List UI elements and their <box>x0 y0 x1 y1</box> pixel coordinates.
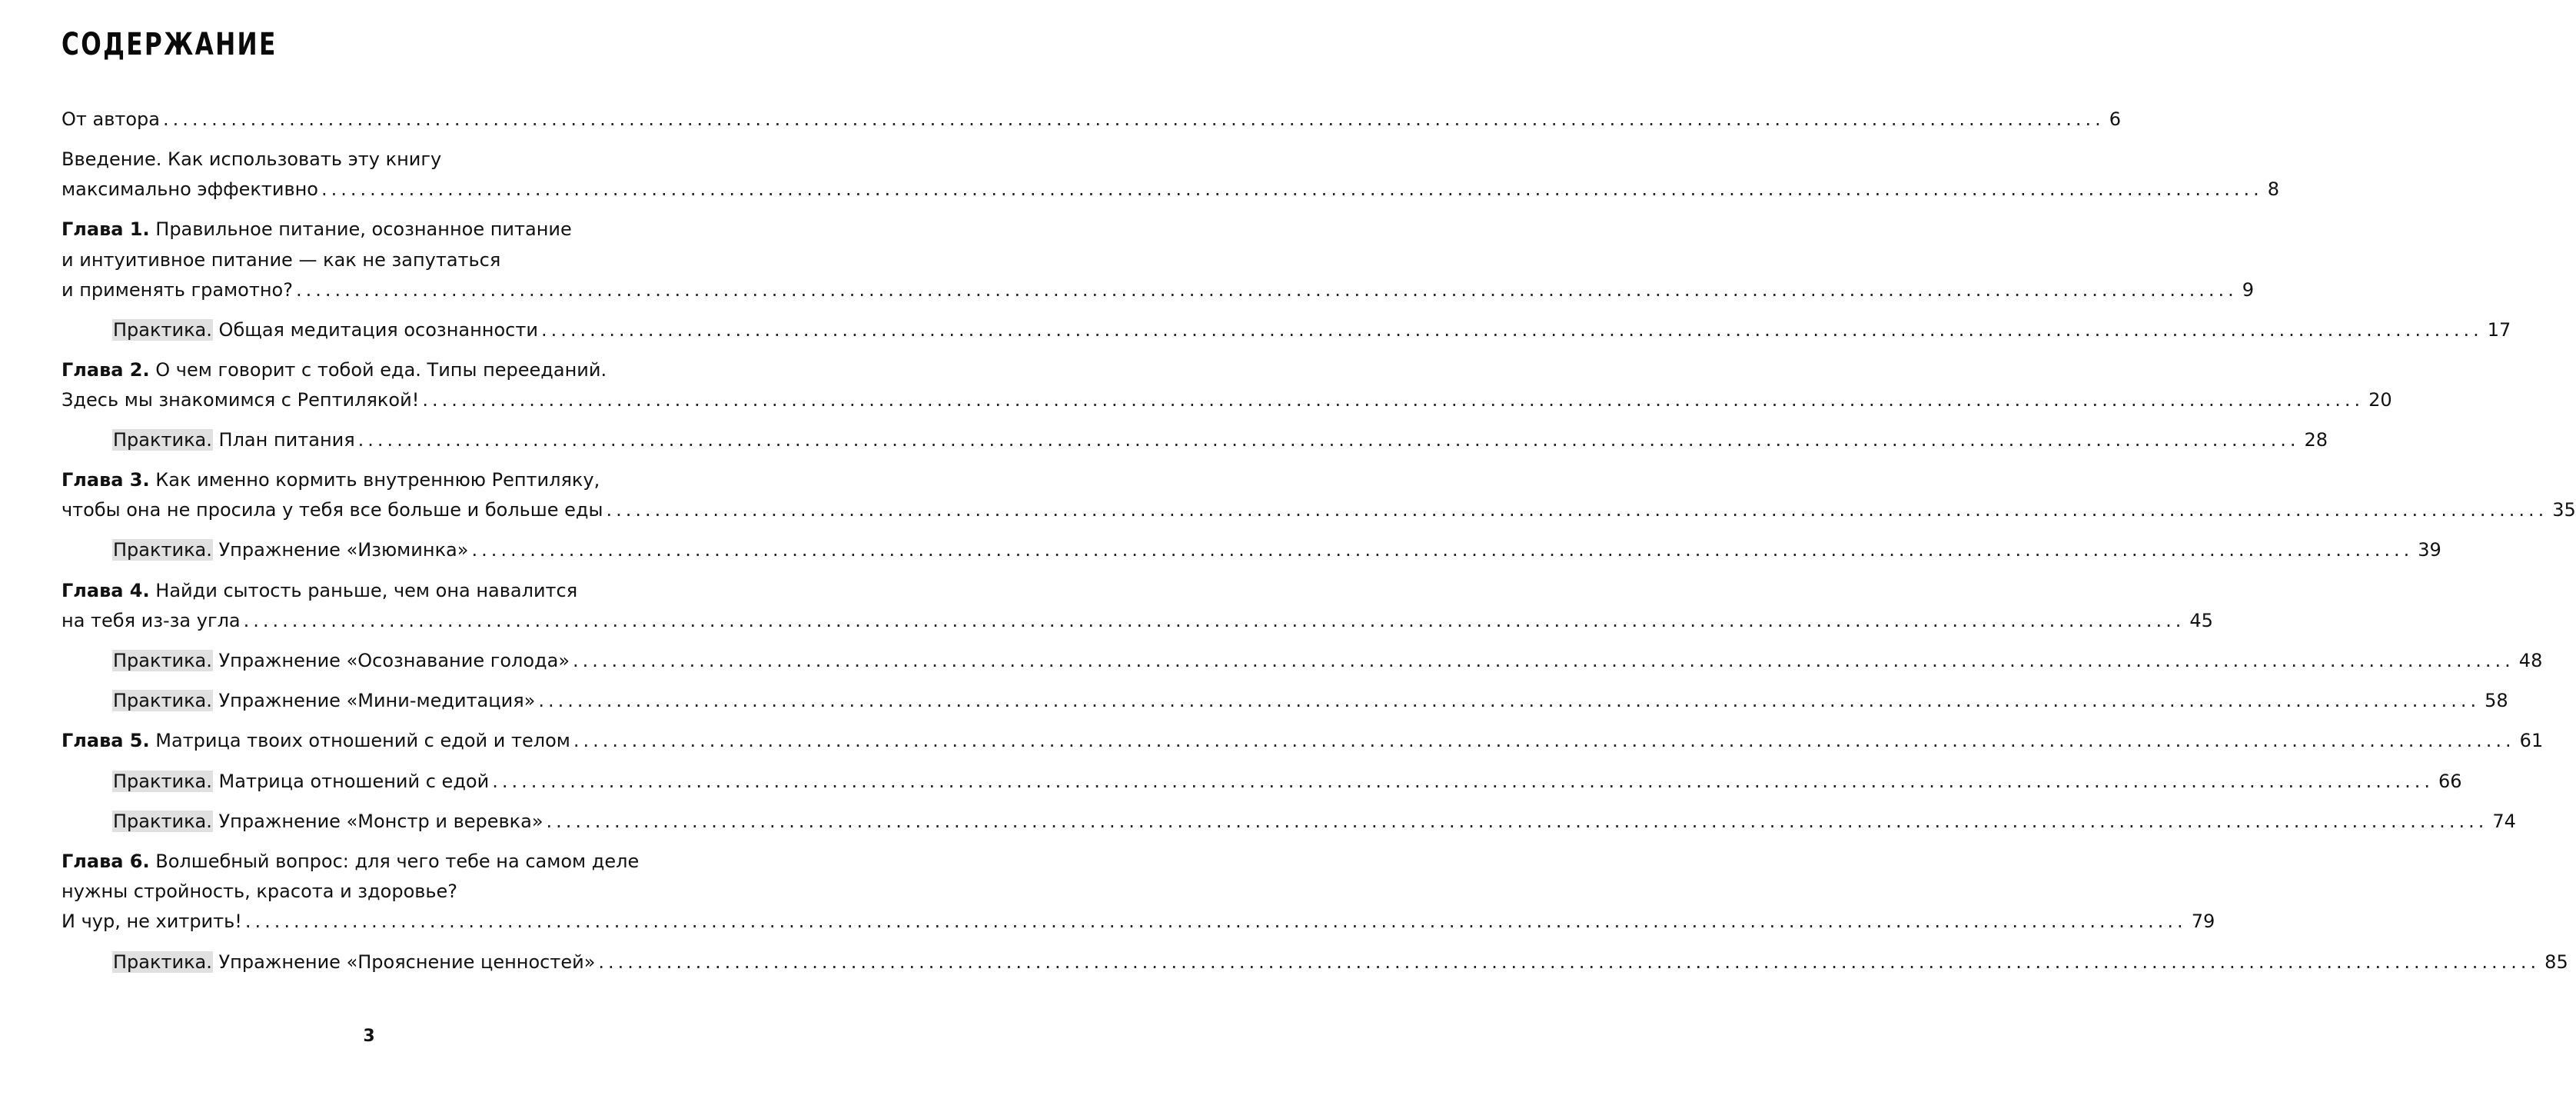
toc-entry-text: Матрица отношений с едой <box>218 771 490 792</box>
dot-leader: ........................................................................................................................................................................................................ <box>606 499 2548 521</box>
toc-practice-1[interactable] <box>112 316 2511 344</box>
dot-leader: ........................................................................................................................................................................................................ <box>321 178 2263 200</box>
chapter-label: Глава 5. <box>61 730 150 751</box>
toc-entry-text: Здесь мы знакомимся с Рептилякой! <box>61 389 420 411</box>
toc-chapter-2[interactable] <box>61 386 2392 414</box>
toc-practice-4a[interactable] <box>112 647 2543 674</box>
toc-entry-text: чтобы она не просила у тебя все больше и больше еды <box>61 499 603 521</box>
toc-entry-text: Упражнение «Мини-медитация» <box>218 690 536 711</box>
toc-chapter-6[interactable] <box>61 907 2215 935</box>
toc-entry-text: и применять грамотно? <box>61 279 293 301</box>
practice-label: Практика. <box>113 319 212 341</box>
toc-page-number: 39 <box>2418 539 2441 561</box>
practice-label: Практика. <box>113 811 212 832</box>
dot-leader: ........................................................................................................................................................................................................ <box>538 690 2481 711</box>
toc-entry-text: нужны стройность, красота и здоровье? <box>61 881 458 902</box>
page-title: СОДЕРЖАНИЕ <box>61 27 278 62</box>
toc-practice-5a[interactable] <box>112 767 2462 795</box>
chapter-label: Глава 3. <box>61 469 150 491</box>
practice-label: Практика. <box>113 650 212 671</box>
toc-entry-text: Матрица твоих отношений с едой и телом <box>155 730 570 751</box>
practice-label: Практика. <box>113 429 212 451</box>
dot-leader: ........................................................................................................................................................................................................ <box>492 771 2434 792</box>
dot-leader: ........................................................................................................................................................................................................ <box>357 429 2300 451</box>
toc-entry-text: Правильное питание, осознанное питание <box>155 218 572 240</box>
practice-label: Практика. <box>113 951 212 973</box>
dot-leader: ........................................................................................................................................................................................................ <box>243 610 2185 631</box>
toc-entry-text: Введение. Как использовать эту книгу <box>61 148 442 170</box>
toc-entry-text: Волшебный вопрос: для чего тебе на самом деле <box>155 851 640 872</box>
toc-practice-5b[interactable] <box>112 807 2516 835</box>
toc-entry-text: Как именно кормить внутреннюю Рептиляку, <box>155 469 600 491</box>
toc-entry-text: Найди сытость раньше, чем она навалится <box>155 580 578 601</box>
toc-entry-text: максимально эффективно <box>61 178 318 200</box>
toc-page-number: 48 <box>2518 650 2543 671</box>
practice-label: Практика. <box>113 771 212 792</box>
dot-leader: ........................................................................................................................................................................................................ <box>540 319 2483 341</box>
dot-leader: ........................................................................................................................................................................................................ <box>573 650 2515 671</box>
dot-leader: ........................................................................................................................................................................................................ <box>546 811 2488 832</box>
toc-page-number: 20 <box>2368 389 2392 411</box>
toc-page-number: 85 <box>2544 951 2568 973</box>
toc-entry-text: на тебя из-за угла <box>61 610 241 631</box>
page-number: 3 <box>363 1027 375 1046</box>
toc-practice-2[interactable] <box>112 426 2328 454</box>
toc-page-number: 9 <box>2242 279 2254 301</box>
chapter-label: Глава 4. <box>61 580 150 601</box>
toc-practice-6[interactable] <box>112 948 2568 976</box>
toc-entry-text: Упражнение «Монстр и веревка» <box>218 811 543 832</box>
toc-page-number: 28 <box>2304 429 2328 451</box>
dot-leader: ........................................................................................................................................................................................................ <box>422 389 2365 411</box>
table-of-contents <box>61 0 2576 1112</box>
toc-entry-text: Упражнение «Изюминка» <box>218 539 469 561</box>
toc-chapter-1-line2[interactable] <box>61 246 673 274</box>
toc-entry-intro-line1[interactable] <box>61 145 673 173</box>
toc-page-number: 79 <box>2191 911 2215 932</box>
dot-leader: ........................................................................................................................................................................................................ <box>573 730 2515 751</box>
toc-entry-text: План питания <box>218 429 355 451</box>
toc-chapter-6-line1[interactable] <box>61 847 673 875</box>
dot-leader: ........................................................................................................................................................................................................ <box>295 279 2238 301</box>
practice-label: Практика. <box>113 690 212 711</box>
toc-page-number: 35 <box>2552 499 2576 521</box>
toc-chapter-2-line1[interactable] <box>61 356 673 384</box>
toc-page-number: 17 <box>2487 319 2511 341</box>
toc-chapter-6-line2[interactable] <box>61 877 673 905</box>
toc-practice-3[interactable] <box>112 536 2441 564</box>
toc-practice-4b[interactable] <box>112 687 2508 714</box>
toc-chapter-4-line1[interactable] <box>61 577 673 604</box>
toc-entry-text: Упражнение «Прояснение ценностей» <box>218 951 596 973</box>
toc-page-number: 58 <box>2485 690 2508 711</box>
dot-leader: ........................................................................................................................................................................................................ <box>244 911 2187 932</box>
toc-page-number: 6 <box>2109 108 2122 130</box>
chapter-label: Глава 6. <box>61 851 150 872</box>
toc-entry-text: Общая медитация осознанности <box>218 319 538 341</box>
toc-chapter-4[interactable] <box>61 607 2213 634</box>
toc-page-number: 61 <box>2519 730 2544 751</box>
toc-page-number: 66 <box>2438 771 2462 792</box>
practice-label: Практика. <box>113 539 212 561</box>
toc-page-number: 45 <box>2189 610 2213 631</box>
toc-entry-text: О чем говорит с тобой еда. Типы перееданий. <box>155 359 607 381</box>
toc-chapter-1-line1[interactable] <box>61 215 673 243</box>
toc-chapter-1[interactable] <box>61 276 2254 304</box>
toc-page-number: 74 <box>2492 811 2516 832</box>
dot-leader: ........................................................................................................................................................................................................ <box>471 539 2414 561</box>
toc-entry-text: Упражнение «Осознавание голода» <box>218 650 570 671</box>
toc-entry-intro[interactable] <box>61 175 2280 203</box>
dot-leader: ........................................................................................................................................................................................................ <box>162 108 2105 130</box>
toc-entry-text: И чур, не хитрить! <box>61 911 242 932</box>
dot-leader: ........................................................................................................................................................................................................ <box>598 951 2541 973</box>
toc-entry-text: От автора <box>61 108 160 130</box>
chapter-label: Глава 1. <box>61 218 150 240</box>
toc-chapter-5[interactable] <box>61 727 2544 754</box>
toc-entry-text: и интуитивное питание — как не запутаться <box>61 249 501 271</box>
toc-page-number: 8 <box>2267 178 2280 200</box>
toc-chapter-3-line1[interactable] <box>61 466 673 494</box>
chapter-label: Глава 2. <box>61 359 150 381</box>
toc-chapter-3[interactable] <box>61 496 2576 524</box>
toc-entry-author[interactable] <box>61 105 2122 133</box>
